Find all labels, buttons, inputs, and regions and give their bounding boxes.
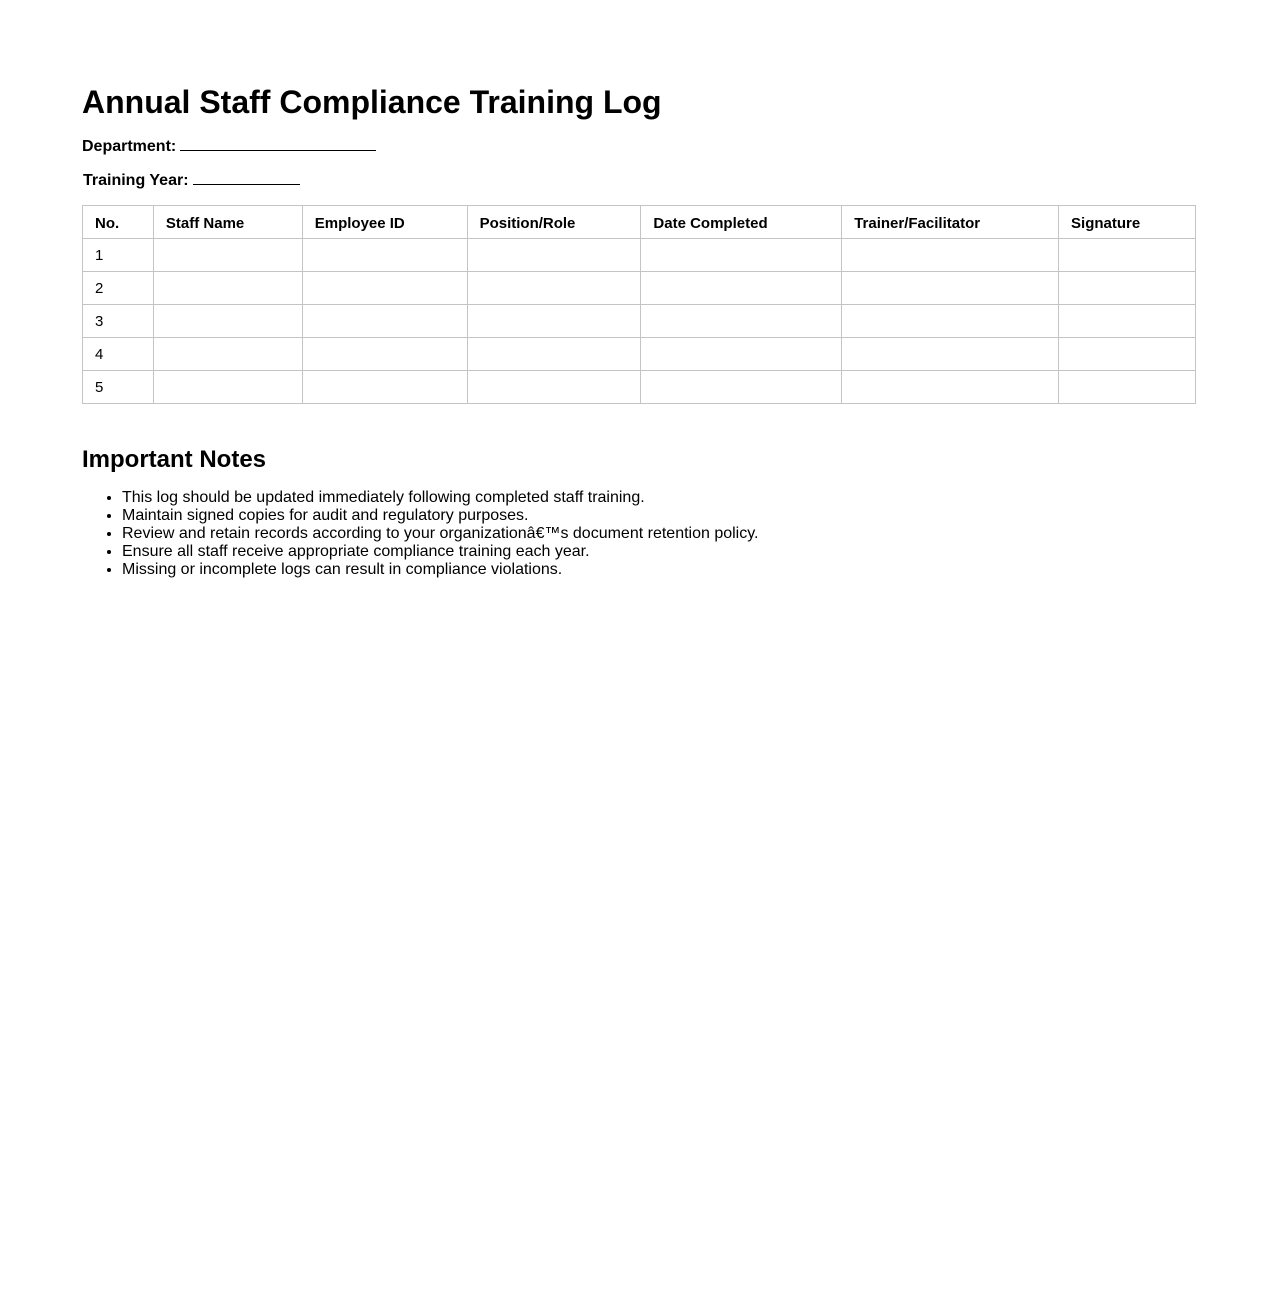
cell-trainer-facilitator[interactable] [842,239,1059,272]
training-log-table [82,205,1196,404]
cell-date-completed[interactable] [641,272,842,305]
table-header-row [83,206,1196,239]
cell-date-completed[interactable] [641,305,842,338]
cell-no: 3 [83,305,154,338]
list-item: • Missing or incomplete logs can result in compliance violations. [122,561,759,579]
notes-heading: Important Notes [82,446,267,473]
cell-signature[interactable] [1059,305,1196,338]
header-signature: Signature [1059,206,1196,239]
header-position-role: Position/Role [467,206,641,239]
header-no: No. [83,206,154,239]
cell-trainer-facilitator[interactable] [842,338,1059,371]
training-year-field [83,169,300,191]
cell-employee-id[interactable] [302,371,467,404]
cell-employee-id[interactable] [302,305,467,338]
cell-trainer-facilitator[interactable] [842,305,1059,338]
header-employee-id: Employee ID [302,206,467,239]
cell-employee-id[interactable] [302,239,467,272]
cell-signature[interactable] [1059,371,1196,404]
cell-staff-name[interactable] [153,272,302,305]
cell-position-role[interactable] [467,239,641,272]
cell-signature[interactable] [1059,338,1196,371]
table-row [83,371,1196,404]
department-label: Department: [82,138,177,155]
notes-list [82,489,759,579]
cell-position-role[interactable] [467,305,641,338]
cell-signature[interactable] [1059,239,1196,272]
cell-signature[interactable] [1059,272,1196,305]
table-row [83,338,1196,371]
cell-trainer-facilitator[interactable] [842,371,1059,404]
header-staff-name: Staff Name [153,206,302,239]
table-row [83,239,1196,272]
cell-date-completed[interactable] [641,338,842,371]
training-year-label: Training Year: [83,172,189,189]
cell-employee-id[interactable] [302,338,467,371]
table-row [83,305,1196,338]
cell-position-role[interactable] [467,338,641,371]
cell-no: 4 [83,338,154,371]
header-trainer-facilitator: Trainer/Facilitator [842,206,1059,239]
cell-position-role[interactable] [467,272,641,305]
department-field [82,135,376,157]
list-item: • Ensure all staff receive appropriate compliance training each year. [122,543,759,561]
cell-employee-id[interactable] [302,272,467,305]
cell-no: 1 [83,239,154,272]
cell-staff-name[interactable] [153,338,302,371]
cell-no: 5 [83,371,154,404]
header-date-completed: Date Completed [641,206,842,239]
cell-no: 2 [83,272,154,305]
cell-position-role[interactable] [467,371,641,404]
list-item: • This log should be updated immediately following completed staff training. [122,489,759,507]
list-item: • Maintain signed copies for audit and regulatory purposes. [122,507,759,525]
cell-date-completed[interactable] [641,239,842,272]
cell-date-completed[interactable] [641,371,842,404]
page-title: Annual Staff Compliance Training Log [82,84,662,120]
cell-staff-name[interactable] [153,371,302,404]
cell-staff-name[interactable] [153,305,302,338]
training-year-blank-line[interactable] [193,169,300,185]
department-blank-line[interactable] [180,135,376,151]
list-item: • Review and retain records according to your organizationâ€™s document retention policy. [122,525,759,543]
cell-staff-name[interactable] [153,239,302,272]
cell-trainer-facilitator[interactable] [842,272,1059,305]
table-row [83,272,1196,305]
